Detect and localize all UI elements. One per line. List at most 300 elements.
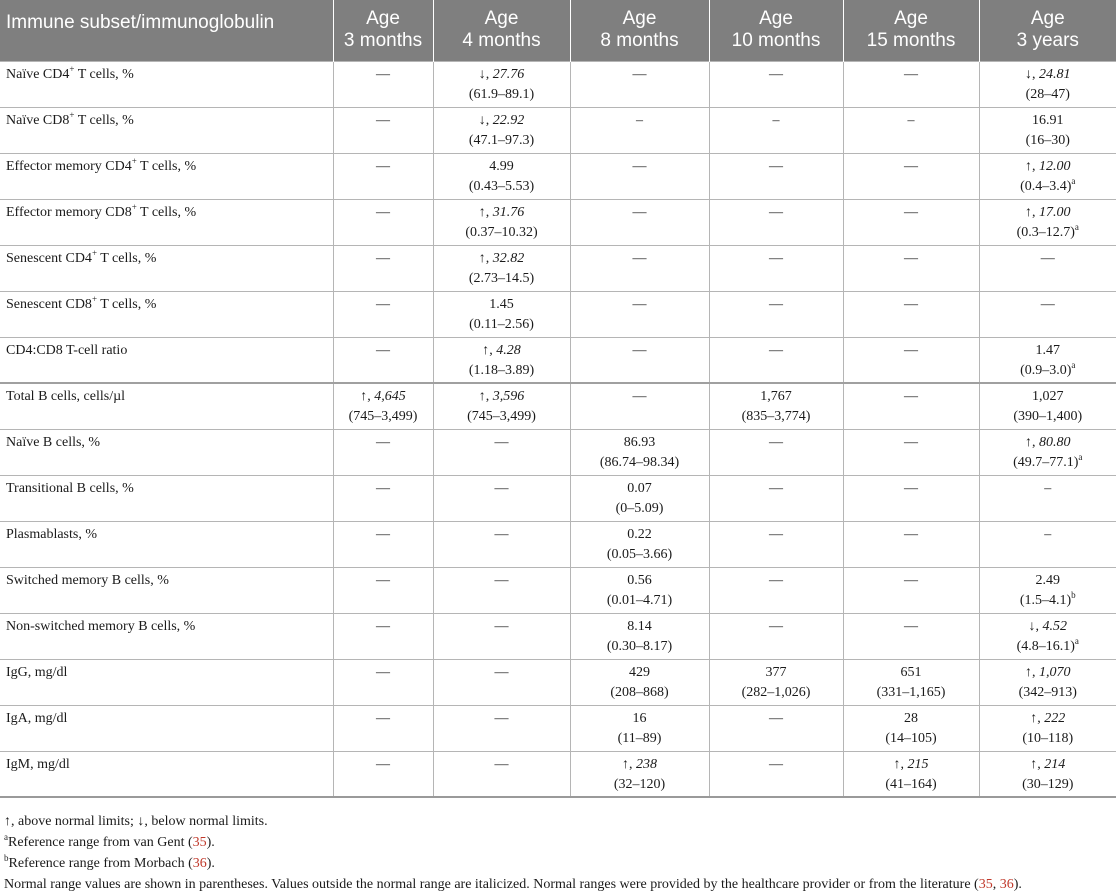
table-cell	[979, 659, 1116, 705]
table-row	[0, 475, 1116, 521]
row-label-text: Non-switched memory B cells, %	[6, 618, 196, 634]
table-cell	[843, 337, 979, 383]
cell-value-line	[714, 525, 839, 545]
row-label-text: Transitional B cells, %	[6, 480, 134, 496]
column-header	[979, 0, 1116, 61]
cell-value: —	[769, 526, 783, 542]
cell-value-line	[338, 433, 429, 453]
header-line: Age	[894, 8, 928, 30]
cell-value: —	[376, 526, 390, 542]
flag-arrow: ↑,	[1030, 710, 1045, 726]
cell-range-line	[984, 591, 1113, 611]
table-cell	[570, 383, 709, 429]
row-label-text: IgM, mg/dl	[6, 756, 70, 772]
cell-value: 1,767	[760, 389, 792, 404]
table-row	[0, 61, 1116, 107]
cell-value-line	[575, 525, 705, 545]
cell-value-line	[848, 387, 975, 407]
row-label-text: Naïve CD4	[6, 66, 70, 82]
table-cell	[433, 751, 570, 797]
header-line: Age	[759, 8, 793, 30]
cell-range: (30–129)	[1022, 776, 1074, 792]
header-line: 10 months	[731, 30, 821, 52]
cell-value-line	[575, 65, 705, 85]
cell-range: (0.05–3.66)	[606, 546, 673, 562]
cell-value: 1,027	[1032, 389, 1064, 404]
cell-range-line	[984, 683, 1113, 703]
row-label-sup: +	[91, 293, 98, 304]
cell-value: —	[769, 204, 783, 220]
table-cell	[433, 613, 570, 659]
cell-value-line	[714, 203, 839, 223]
table-cell	[843, 61, 979, 107]
cell-value: 0.56	[627, 572, 652, 588]
range-footnote-mark: a	[1071, 175, 1076, 186]
cell-value-line	[438, 479, 566, 499]
column-header	[709, 0, 843, 61]
cell-value-line	[714, 663, 839, 683]
cell-value-line	[714, 249, 839, 269]
cell-range: (835–3,774)	[741, 409, 811, 424]
table-cell	[333, 613, 433, 659]
table-cell	[709, 245, 843, 291]
cell-range-line	[848, 683, 975, 703]
row-label-text: CD4:CD8 T-cell ratio	[6, 342, 128, 358]
cell-value-line	[984, 571, 1113, 591]
cell-value-line	[338, 65, 429, 85]
table-cell	[709, 291, 843, 337]
table-cell	[843, 567, 979, 613]
cell-value-line	[338, 295, 429, 315]
cell-range-line	[575, 775, 705, 795]
cell-range: (0.9–3.0)	[1020, 362, 1072, 378]
cell-value: —	[769, 296, 783, 312]
table-cell	[333, 337, 433, 383]
cell-range-line	[984, 85, 1113, 105]
table-row	[0, 199, 1116, 245]
table-cell	[709, 199, 843, 245]
row-label-text: IgA, mg/dl	[6, 710, 68, 726]
cell-value-line	[714, 387, 839, 407]
table-cell	[333, 567, 433, 613]
cell-range: (14–105)	[885, 730, 937, 746]
cell-value-line	[338, 617, 429, 637]
row-label-text: Senescent CD4	[6, 250, 92, 266]
cell-value: —	[904, 250, 918, 266]
cell-value-line	[438, 295, 566, 315]
row-label-sup: +	[69, 109, 75, 120]
ref-link[interactable]: 35	[192, 835, 207, 850]
cell-range: (331–1,165)	[876, 684, 946, 700]
table-row	[0, 383, 1116, 429]
header-line: Age	[1030, 8, 1065, 30]
table-cell	[570, 153, 709, 199]
cell-value-line	[575, 341, 705, 361]
row-label	[0, 153, 333, 199]
cell-value-line	[984, 65, 1113, 85]
cell-value: —	[904, 342, 918, 358]
cell-range: (208–868)	[610, 684, 669, 700]
cell-range-line	[984, 637, 1113, 657]
header-line: 4 months	[462, 30, 541, 52]
cell-value: —	[904, 572, 918, 588]
cell-value-line	[338, 387, 429, 407]
table-cell	[333, 291, 433, 337]
cell-range: (282–1,026)	[741, 684, 811, 700]
cell-value: 1.45	[489, 296, 514, 312]
row-label	[0, 291, 333, 337]
cell-range-line	[575, 637, 705, 657]
final-note: Normal range values are shown in parentheses. Values outside the normal range are italicized. Normal ranges were provided by the healthcare provider or from the literature (35, 36).	[4, 877, 1022, 892]
table-cell	[333, 153, 433, 199]
table-cell	[843, 751, 979, 797]
cell-range: (0.30–8.17)	[606, 638, 673, 654]
table-cell	[979, 751, 1116, 797]
cell-value-line	[338, 341, 429, 361]
table-cell	[843, 429, 979, 475]
table-cell	[709, 521, 843, 567]
ref-link[interactable]: 36	[192, 856, 207, 871]
table-cell	[433, 521, 570, 567]
cell-value-line	[848, 617, 975, 637]
table-cell	[843, 383, 979, 429]
cell-value-line	[575, 663, 705, 683]
cell-range: (0–5.09)	[615, 500, 664, 516]
cell-range: (0.4–3.4)	[1020, 178, 1072, 194]
cell-value: 1.47	[1035, 342, 1060, 358]
cell-value: 3,596	[492, 389, 525, 404]
flag-arrow: ↓,	[478, 66, 493, 82]
row-label	[0, 337, 333, 383]
table-row	[0, 245, 1116, 291]
table-footnotes	[4, 811, 1112, 895]
cell-value: –	[907, 112, 915, 128]
column-header	[0, 0, 333, 61]
cell-value-line	[984, 433, 1113, 453]
row-label	[0, 199, 333, 245]
row-label	[0, 61, 333, 107]
footnote-b: $^b$Reference range from Morbach (36).	[4, 853, 215, 871]
table-cell	[709, 337, 843, 383]
cell-value: —	[494, 618, 509, 634]
table-cell	[433, 567, 570, 613]
cell-value-line	[438, 433, 566, 453]
cell-value-line	[338, 111, 429, 131]
cell-value: —	[376, 204, 390, 220]
cell-value-line	[714, 479, 839, 499]
cell-value-line	[714, 295, 839, 315]
cell-value-line	[575, 111, 705, 131]
cell-value: 12.00	[1039, 158, 1071, 174]
cell-value: —	[632, 389, 647, 404]
cell-value-line	[984, 111, 1113, 131]
cell-range: (0.43–5.53)	[468, 178, 535, 194]
cell-value-line	[438, 111, 566, 131]
cell-value: —	[376, 112, 390, 128]
table-cell	[433, 153, 570, 199]
ref-link[interactable]: 36	[999, 877, 1014, 892]
cell-range-line	[714, 683, 839, 703]
column-header	[333, 0, 433, 61]
row-label-tail: T cells, %	[136, 204, 197, 220]
cell-value: —	[769, 250, 783, 266]
cell-range: (4.8–16.1)	[1016, 638, 1075, 654]
row-label	[0, 521, 333, 567]
cell-value: 1,070	[1039, 664, 1071, 680]
table-cell	[709, 705, 843, 751]
cell-value: —	[376, 480, 390, 496]
cell-value: —	[494, 664, 509, 680]
cell-value-line	[848, 479, 975, 499]
cell-value-line	[338, 479, 429, 499]
cell-range: (745–3,499)	[467, 409, 536, 424]
row-label-text: IgG, mg/dl	[6, 664, 68, 680]
cell-value-line	[714, 709, 839, 729]
table-cell	[433, 337, 570, 383]
cell-value-line	[438, 65, 566, 85]
cell-value: 4.99	[489, 158, 514, 174]
cell-value-line	[575, 433, 705, 453]
table-cell	[570, 61, 709, 107]
cell-value: 28	[904, 710, 918, 726]
cell-value: —	[632, 296, 647, 312]
cell-value: —	[769, 66, 783, 82]
table-cell	[979, 521, 1116, 567]
cell-range-line	[438, 177, 566, 197]
table-cell	[433, 659, 570, 705]
cell-range-line	[438, 131, 566, 151]
cell-range: (1.18–3.89)	[468, 362, 535, 378]
table-cell	[333, 659, 433, 705]
cell-value-line	[575, 157, 705, 177]
cell-value: –	[636, 112, 643, 128]
cell-value: 4.52	[1042, 618, 1067, 634]
cell-value-line	[714, 755, 839, 775]
flag-arrow: ↓,	[478, 112, 493, 128]
header-row	[0, 0, 1116, 61]
flag-arrow: ↑,	[1025, 158, 1039, 174]
cell-value-line	[338, 249, 429, 269]
header-line: 8 months	[600, 30, 679, 52]
cell-value: 0.07	[627, 480, 652, 496]
table-cell	[709, 659, 843, 705]
cell-value: —	[769, 480, 783, 496]
cell-value-line	[714, 433, 839, 453]
table-cell	[709, 383, 843, 429]
cell-value-line	[848, 571, 975, 591]
row-label-text: Plasmablasts, %	[6, 526, 97, 542]
row-label	[0, 567, 333, 613]
cell-value-line	[984, 341, 1113, 361]
flag-arrow: ↑,	[1025, 664, 1039, 680]
cell-value-line	[984, 755, 1113, 775]
cell-range-line	[984, 407, 1113, 427]
cell-value: 214	[1044, 756, 1066, 772]
row-label	[0, 705, 333, 751]
row-label	[0, 107, 333, 153]
cell-range-line	[575, 499, 705, 519]
table-cell	[843, 613, 979, 659]
cell-value: —	[494, 526, 509, 542]
table-row	[0, 705, 1116, 751]
cell-value-line	[984, 295, 1113, 315]
cell-range: (390–1,400)	[1013, 409, 1083, 424]
range-footnote-mark: a	[1071, 359, 1076, 370]
cell-value-line	[848, 663, 975, 683]
cell-range: (28–47)	[1025, 86, 1070, 102]
cell-value: —	[769, 342, 783, 358]
cell-range-line	[438, 315, 566, 335]
cell-value-line	[984, 709, 1113, 729]
row-label-text: Switched memory B cells, %	[6, 572, 169, 588]
cell-value: 27.76	[492, 66, 525, 82]
column-header	[570, 0, 709, 61]
table-cell	[433, 245, 570, 291]
table-cell	[843, 705, 979, 751]
table-cell	[333, 245, 433, 291]
table-cell	[979, 475, 1116, 521]
cell-value: —	[494, 572, 509, 588]
row-label-sup: +	[131, 155, 137, 166]
cell-range: (16–30)	[1025, 132, 1070, 148]
row-label	[0, 383, 333, 429]
row-label-text: Naïve CD8	[6, 112, 70, 128]
table-cell	[843, 199, 979, 245]
cell-value-line	[338, 709, 429, 729]
table-cell	[570, 751, 709, 797]
table-cell	[333, 383, 433, 429]
cell-value: —	[1040, 296, 1055, 312]
table-cell	[979, 337, 1116, 383]
ref-link[interactable]: 35	[978, 877, 993, 892]
table-cell	[979, 153, 1116, 199]
cell-range: (1.5–4.1)	[1019, 592, 1072, 608]
table-cell	[333, 199, 433, 245]
table-cell	[709, 475, 843, 521]
flag-arrow: ↑,	[1025, 434, 1039, 450]
table-cell	[570, 199, 709, 245]
cell-value: 2.49	[1035, 572, 1060, 588]
cell-value-line	[984, 249, 1113, 269]
cell-value: —	[376, 66, 390, 82]
header-line: Immune subset/immunoglobulin	[6, 12, 275, 33]
table-cell	[433, 705, 570, 751]
table-cell	[433, 429, 570, 475]
cell-value-line	[575, 387, 705, 407]
table-cell	[433, 383, 570, 429]
row-label	[0, 429, 333, 475]
cell-value: 222	[1044, 710, 1066, 726]
flag-arrow: ↑,	[1030, 756, 1045, 772]
table-cell	[433, 199, 570, 245]
cell-value: —	[376, 342, 390, 358]
cell-value-line	[438, 663, 566, 683]
footnote-a: $^a$Reference range from van Gent (35).	[4, 832, 215, 850]
cell-value: —	[904, 158, 918, 174]
cell-value-line	[984, 157, 1113, 177]
table-cell	[333, 521, 433, 567]
row-label-text: Senescent CD8	[6, 296, 92, 312]
cell-value-line	[714, 571, 839, 591]
cell-value: —	[904, 618, 918, 634]
cell-value: —	[376, 710, 390, 726]
table-cell	[843, 291, 979, 337]
cell-range-line	[438, 269, 566, 289]
cell-value: —	[632, 342, 647, 358]
cell-value-line	[848, 709, 975, 729]
range-footnote-mark: a	[1074, 635, 1079, 646]
table-header	[0, 0, 1116, 61]
cell-range: (86.74–98.34)	[599, 454, 680, 470]
row-label-tail: T cells, %	[97, 296, 157, 312]
cell-value: —	[769, 434, 783, 450]
cell-range-line	[984, 177, 1113, 197]
table-cell	[333, 705, 433, 751]
flag-arrow: ↓,	[1025, 66, 1039, 82]
cell-value: 80.80	[1039, 434, 1071, 450]
flag-arrow: ↑,	[893, 756, 908, 772]
table-row	[0, 567, 1116, 613]
cell-value: —	[376, 664, 390, 680]
table-cell	[570, 567, 709, 613]
cell-value: –	[1044, 480, 1052, 496]
table-cell	[979, 107, 1116, 153]
cell-value: —	[904, 66, 918, 82]
cell-value: 22.92	[492, 112, 525, 128]
table-cell	[570, 337, 709, 383]
cell-value: 32.82	[492, 250, 525, 266]
cell-range-line	[575, 545, 705, 565]
cell-value: 238	[636, 756, 657, 772]
table-cell	[709, 613, 843, 659]
header-line: 3 years	[1016, 30, 1079, 52]
cell-range-line	[575, 591, 705, 611]
cell-value-line	[438, 755, 566, 775]
cell-range: (32–120)	[613, 776, 666, 792]
table-cell	[570, 521, 709, 567]
table-cell	[709, 107, 843, 153]
cell-value-line	[338, 157, 429, 177]
table-cell	[979, 613, 1116, 659]
cell-value-line	[338, 203, 429, 223]
row-label-tail: T cells, %	[74, 112, 134, 128]
cell-value: —	[769, 572, 783, 588]
table-cell	[433, 61, 570, 107]
row-label-sup: +	[69, 63, 75, 74]
cell-range: (745–3,499)	[348, 409, 418, 424]
cell-value-line	[848, 65, 975, 85]
table-cell	[570, 659, 709, 705]
cell-range: (0.3–12.7)	[1016, 224, 1075, 240]
table-row	[0, 613, 1116, 659]
table-row	[0, 429, 1116, 475]
cell-value: 215	[907, 756, 929, 772]
cell-value-line	[575, 203, 705, 223]
flag-arrow: ↓,	[1028, 618, 1043, 634]
table-cell	[333, 107, 433, 153]
cell-value: —	[376, 572, 390, 588]
cell-value: —	[632, 66, 647, 82]
cell-value: —	[904, 204, 918, 220]
cell-value: —	[376, 756, 390, 772]
cell-value: –	[772, 112, 780, 128]
cell-range: (47.1–97.3)	[468, 132, 535, 148]
cell-range: (2.73–14.5)	[468, 270, 535, 286]
cell-value: —	[904, 434, 918, 450]
cell-range-line	[848, 729, 975, 749]
cell-value: —	[632, 250, 647, 266]
table-row	[0, 291, 1116, 337]
